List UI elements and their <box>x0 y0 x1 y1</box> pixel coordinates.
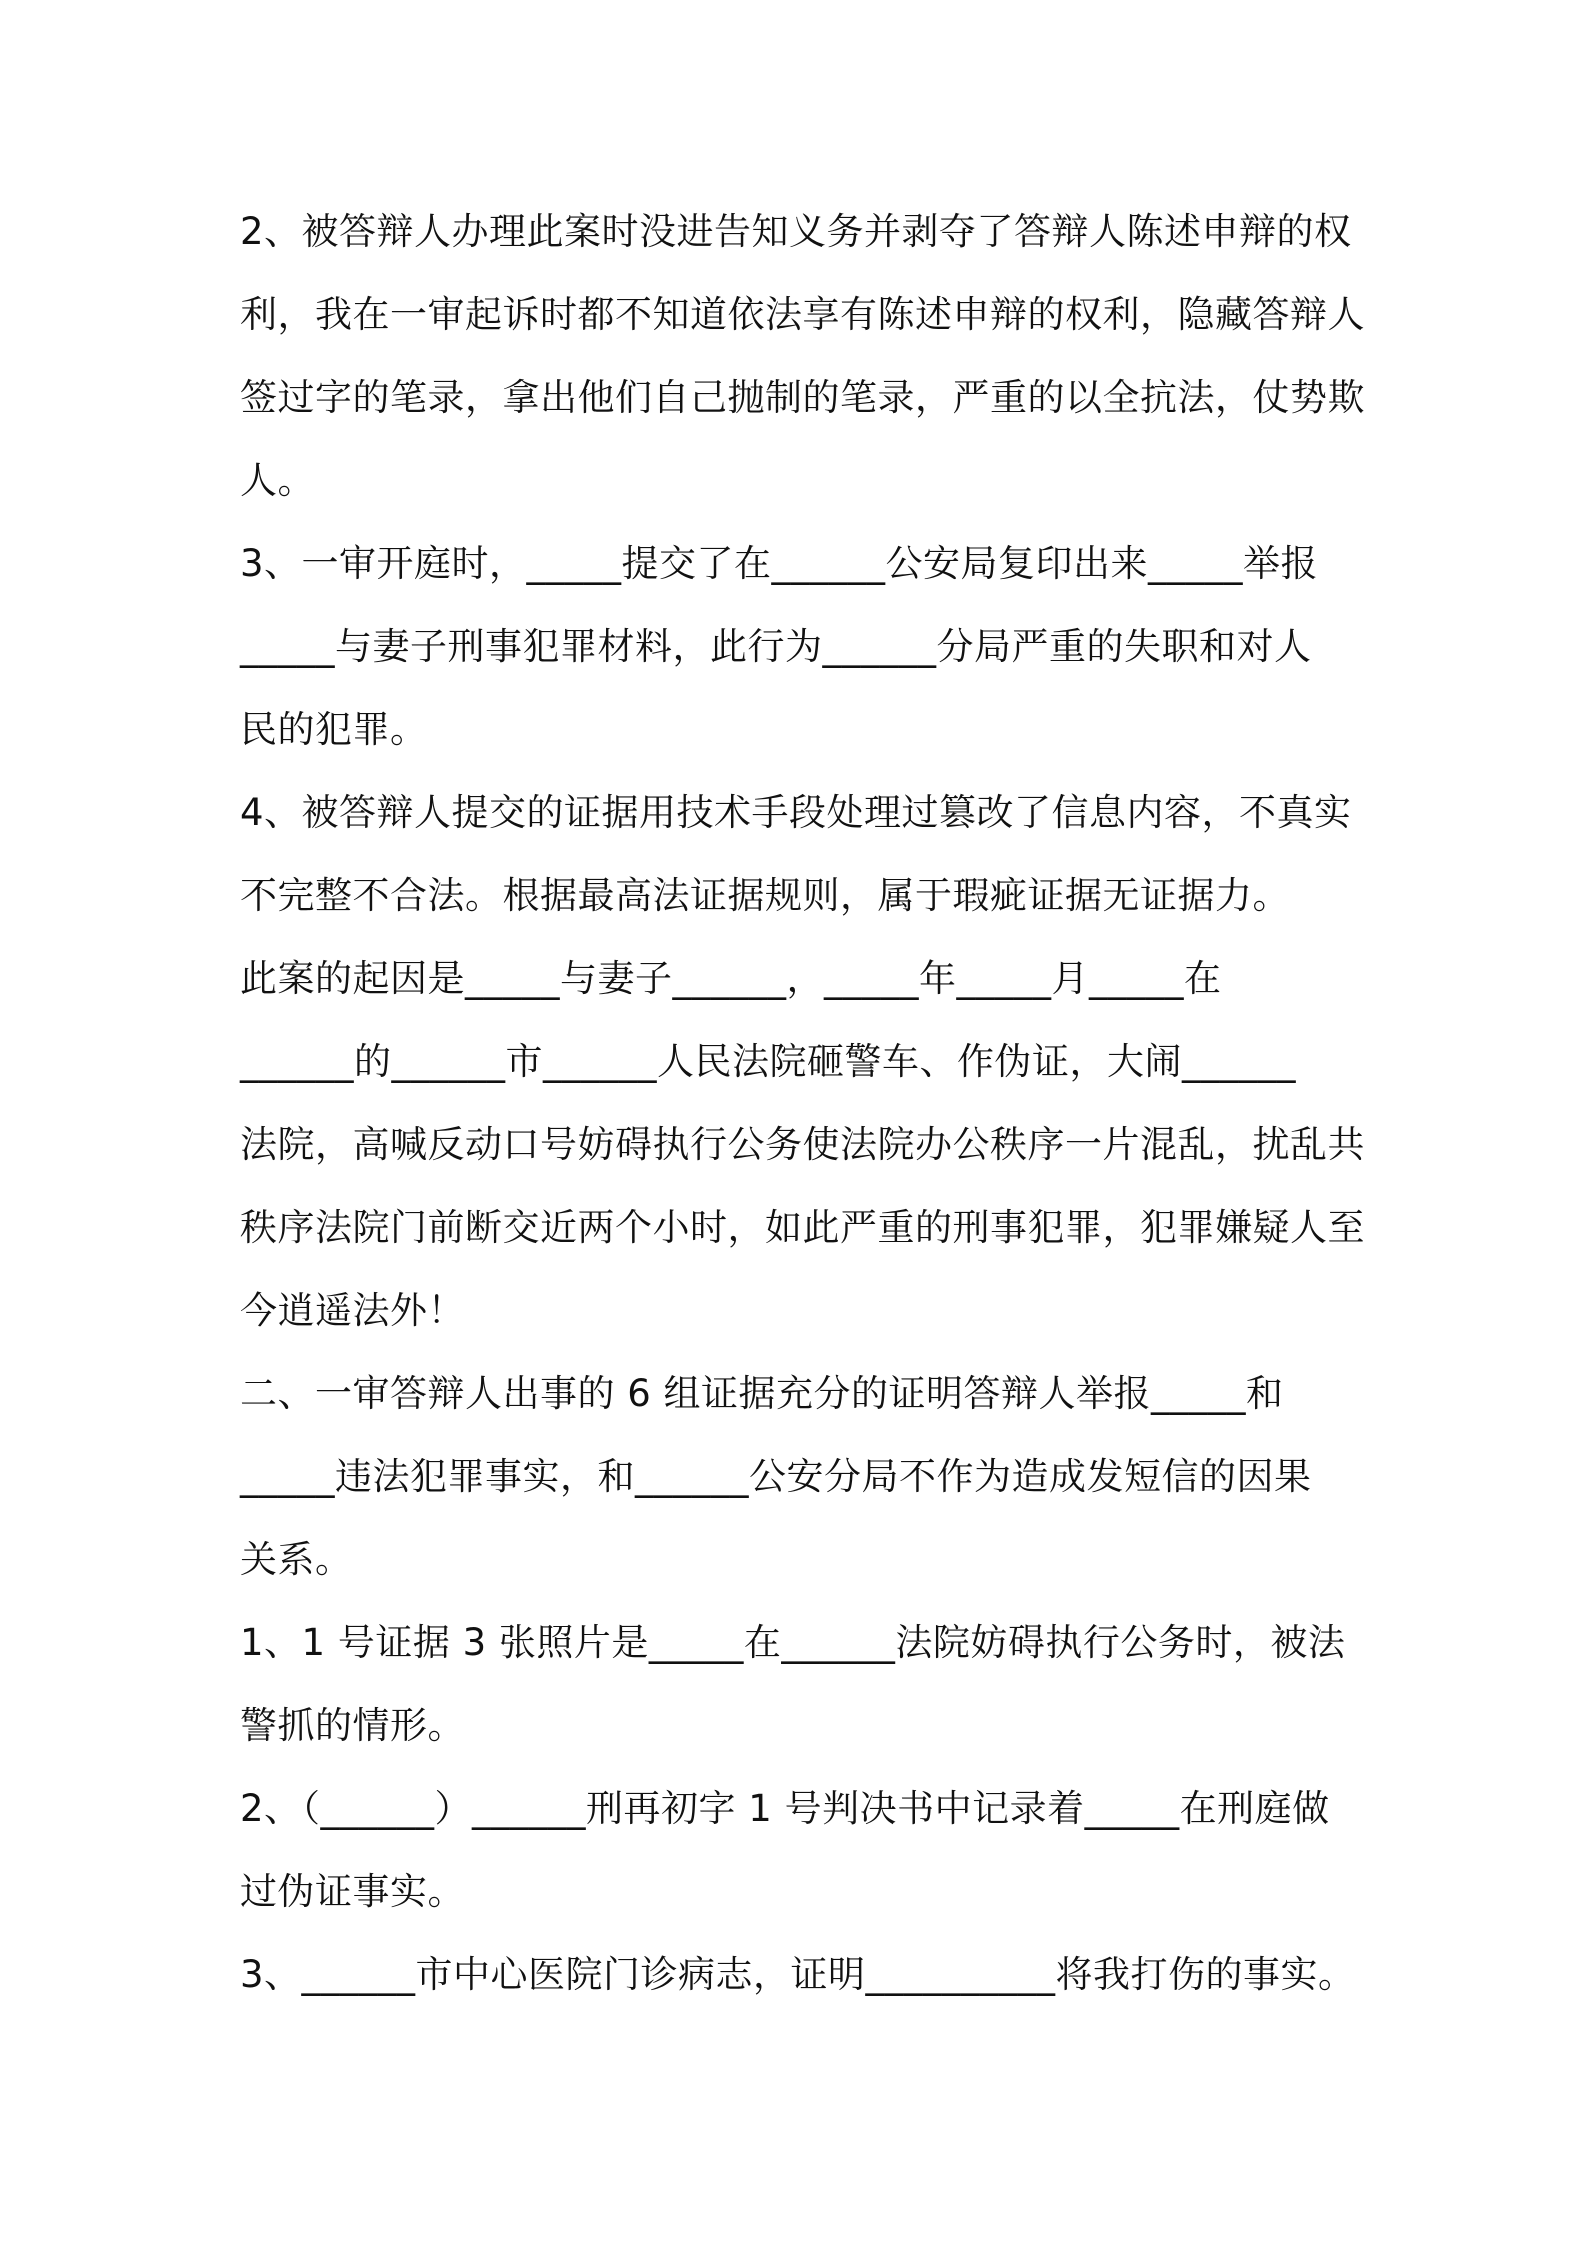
text-line: 此案的起因是_____与妻子______，_____年_____月_____在 <box>240 957 1222 1000</box>
text-line: 签过字的笔录，拿出他们自己抛制的笔录，严重的以全抗法，仗势欺 <box>240 376 1365 419</box>
text-line: _____与妻子刑事犯罪材料，此行为______分局严重的失职和对人 <box>240 625 1312 668</box>
text-line: 二、一审答辩人出事的 6 组证据充分的证明答辩人举报_____和 <box>240 1372 1284 1415</box>
text-line: 利，我在一审起诉时都不知道依法享有陈述申辩的权利，隐藏答辩人 <box>240 293 1365 336</box>
text-line: 关系。 <box>240 1538 353 1581</box>
paragraph-item-2-rights <box>240 190 1380 522</box>
paragraph-item-3-trial <box>240 522 1380 771</box>
paragraph-evidence-1 <box>240 1601 1380 1767</box>
text-line: 秩序法院门前断交近两个小时，如此严重的刑事犯罪，犯罪嫌疑人至 <box>240 1206 1365 1249</box>
text-line: ______的______市______人民法院砸警车、作伪证，大闹______ <box>240 1040 1296 1083</box>
text-line: 不完整不合法。根据最高法证据规则，属于瑕疵证据无证据力。 <box>240 874 1290 917</box>
text-line: 人。 <box>240 459 315 502</box>
text-line: 2、（______）______刑再初字 1 号判决书中记录着_____在刑庭做 <box>240 1787 1330 1830</box>
text-line: 3、______市中心医院门诊病志，证明__________将我打伤的事实。 <box>240 1953 1356 1996</box>
paragraph-case-origin <box>240 937 1380 1352</box>
text-line: 4、被答辩人提交的证据用技术手段处理过篡改了信息内容，不真实 <box>240 791 1352 834</box>
text-line: 过伪证事实。 <box>240 1870 465 1913</box>
text-line: 3、一审开庭时，_____提交了在______公安局复印出来_____举报 <box>240 542 1319 585</box>
text-line: 法院，高喊反动口号妨碍执行公务使法院办公秩序一片混乱，扰乱共 <box>240 1123 1365 1166</box>
paragraph-section-two <box>240 1352 1380 1601</box>
text-line: 2、被答辩人办理此案时没进告知义务并剥夺了答辩人陈述申辩的权 <box>240 210 1352 253</box>
text-line: 今逍遥法外！ <box>240 1289 465 1332</box>
document-body <box>240 190 1380 2016</box>
text-line: 警抓的情形。 <box>240 1704 465 1747</box>
paragraph-evidence-2 <box>240 1767 1380 1933</box>
text-line: 1、1 号证据 3 张照片是_____在______法院妨碍执行公务时，被法 <box>240 1621 1346 1664</box>
paragraph-item-4-evidence <box>240 771 1380 937</box>
paragraph-evidence-3 <box>240 1933 1380 2016</box>
text-line: 民的犯罪。 <box>240 708 428 751</box>
text-line: _____违法犯罪事实，和______公安分局不作为造成发短信的因果 <box>240 1455 1312 1498</box>
